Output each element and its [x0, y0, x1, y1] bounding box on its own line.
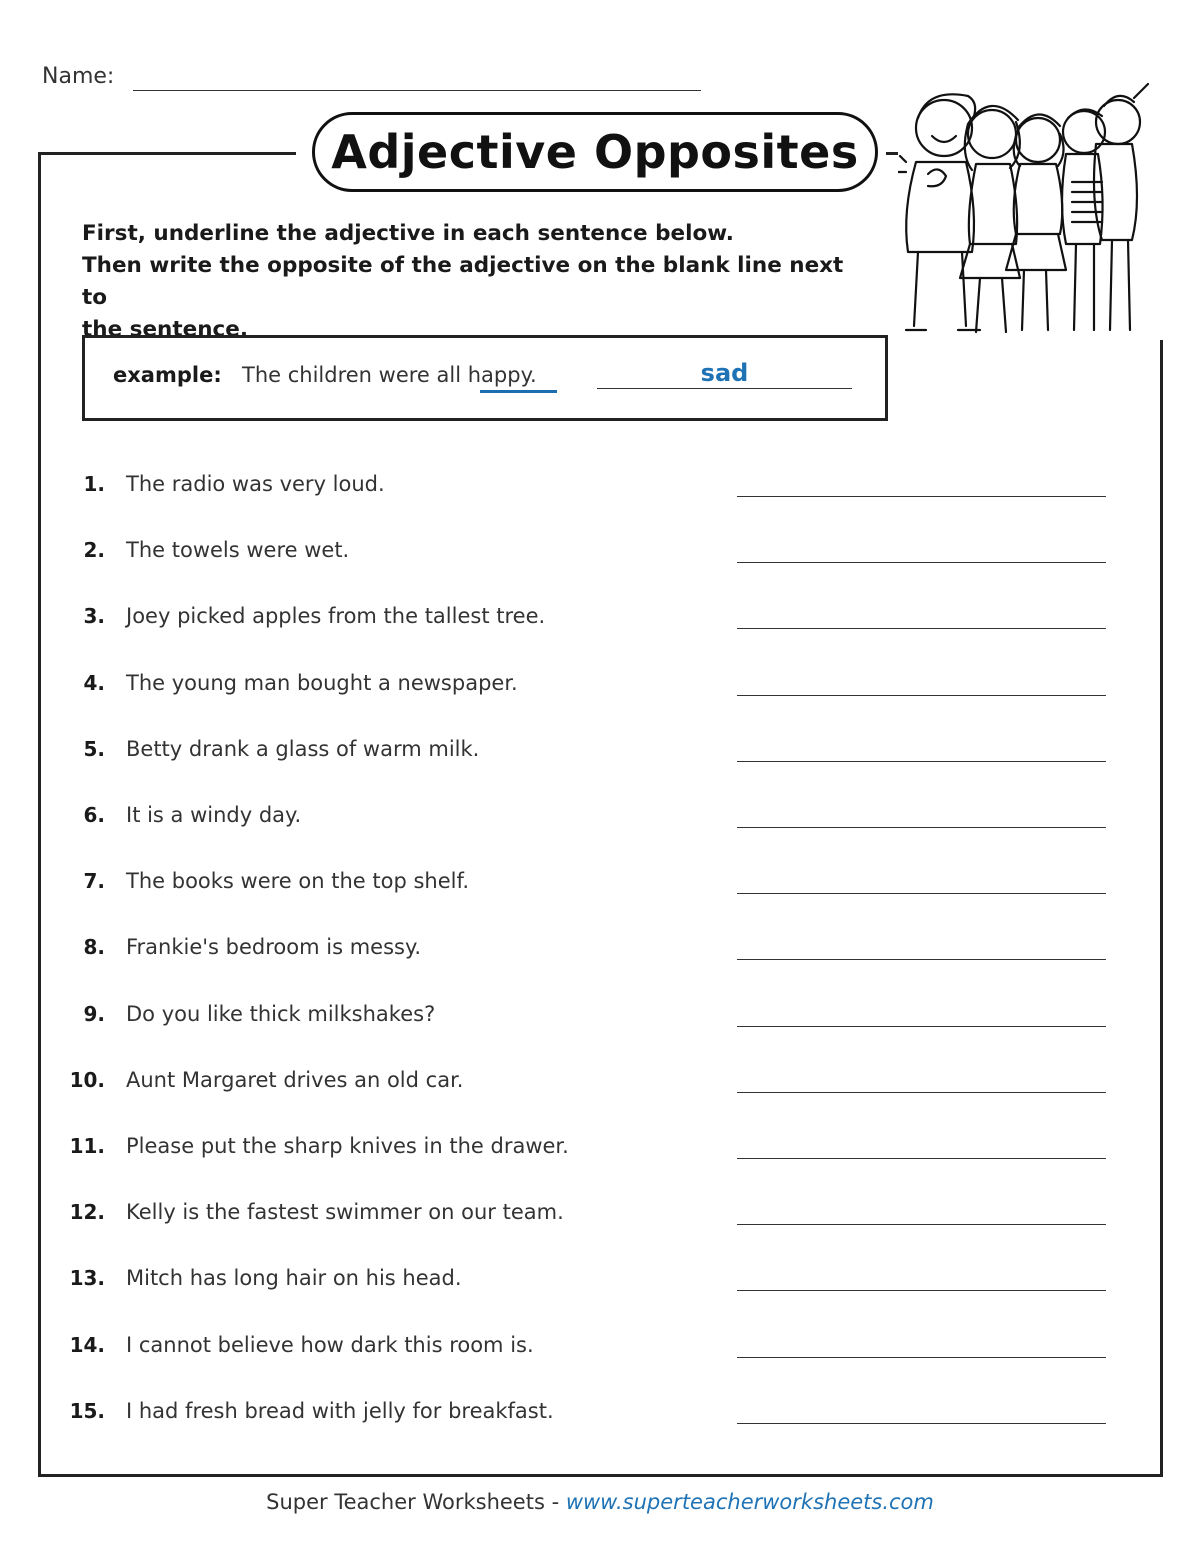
- question-number: 15.: [69, 1398, 105, 1423]
- instruction-line-2: Then write the opposite of the adjective on the blank line next to: [82, 253, 844, 310]
- answer-blank[interactable]: [737, 496, 1106, 497]
- question-sentence: It is a windy day.: [126, 803, 302, 827]
- answer-blank[interactable]: [737, 1026, 1106, 1027]
- answer-blank[interactable]: [737, 1423, 1106, 1424]
- question-number: 1.: [83, 472, 105, 496]
- answer-blank[interactable]: [737, 562, 1106, 563]
- example-adjective: happy: [467, 363, 531, 387]
- question-sentence: Aunt Margaret drives an old car.: [126, 1067, 464, 1092]
- question-number: 8.: [83, 935, 105, 960]
- question-row: [0, 671, 1200, 711]
- instruction-line-1: First, underline the adjective in each sentence below.: [82, 221, 734, 246]
- page-title-text: Adjective Opposites: [331, 125, 859, 179]
- question-number: 7.: [83, 869, 105, 894]
- footer-url[interactable]: www.superteacherworksheets.com: [565, 1490, 934, 1514]
- question-row: [0, 1399, 1200, 1439]
- answer-blank[interactable]: [737, 1158, 1106, 1159]
- question-row: [0, 538, 1200, 578]
- question-sentence: The towels were wet.: [126, 538, 350, 563]
- name-label: Name:: [42, 64, 115, 89]
- question-row: [0, 604, 1200, 644]
- question-sentence: Frankie's bedroom is messy.: [126, 935, 422, 960]
- answer-blank[interactable]: [737, 1092, 1106, 1093]
- answer-blank[interactable]: [737, 893, 1106, 894]
- question-number: 12.: [69, 1200, 105, 1225]
- children-group-icon: [898, 78, 1168, 340]
- question-sentence: I cannot believe how dark this room is.: [126, 1332, 534, 1357]
- question-number: 11.: [69, 1134, 105, 1158]
- footer: [0, 1490, 1200, 1514]
- question-sentence: Betty drank a glass of warm milk.: [126, 736, 480, 761]
- question-number: 10.: [69, 1067, 105, 1092]
- question-number: 4.: [83, 670, 105, 695]
- footer-site-name: Super Teacher Worksheets -: [266, 1490, 566, 1514]
- question-row: [0, 472, 1200, 512]
- question-sentence: I had fresh bread with jelly for breakfast.: [126, 1398, 554, 1423]
- question-row: [0, 1333, 1200, 1373]
- example-sentence: [242, 363, 537, 387]
- answer-blank[interactable]: [737, 827, 1106, 828]
- question-sentence: Kelly is the fastest swimmer on our team.: [126, 1200, 564, 1225]
- name-field[interactable]: [133, 90, 701, 91]
- answer-blank[interactable]: [737, 959, 1106, 960]
- answer-blank[interactable]: [737, 1224, 1106, 1225]
- question-sentence: Do you like thick milkshakes?: [126, 1001, 436, 1026]
- question-sentence: Please put the sharp knives in the drawer.: [126, 1134, 569, 1158]
- instruction-line-3: the sentence.: [82, 317, 248, 342]
- example-answer: sad: [700, 359, 749, 387]
- question-sentence: The young man bought a newspaper.: [126, 670, 518, 695]
- question-number: 13.: [69, 1266, 105, 1291]
- example-adjective-underline: [480, 390, 557, 393]
- question-row: [0, 1200, 1200, 1240]
- answer-blank[interactable]: [737, 761, 1106, 762]
- question-number: 5.: [83, 736, 105, 761]
- answer-blank[interactable]: [737, 695, 1106, 696]
- question-sentence: Mitch has long hair on his head.: [126, 1266, 462, 1291]
- question-number: 6.: [83, 803, 105, 827]
- question-number: 9.: [83, 1001, 105, 1026]
- question-number: 14.: [69, 1332, 105, 1357]
- question-number: 2.: [83, 538, 105, 563]
- page-title: [312, 112, 878, 192]
- question-sentence: Joey picked apples from the tallest tree.: [126, 604, 546, 629]
- question-row: [0, 935, 1200, 975]
- question-row: [0, 737, 1200, 777]
- question-row: [0, 869, 1200, 909]
- question-sentence: The books were on the top shelf.: [126, 869, 470, 894]
- question-row: [0, 1068, 1200, 1108]
- answer-blank[interactable]: [737, 628, 1106, 629]
- answer-blank[interactable]: [737, 1357, 1106, 1358]
- example-answer-line: [597, 388, 852, 389]
- example-sentence-end: .: [530, 363, 537, 387]
- instructions: [82, 218, 862, 346]
- example-label: example:: [113, 363, 222, 387]
- question-row: [0, 803, 1200, 843]
- question-row: [0, 1266, 1200, 1306]
- question-row: [0, 1134, 1200, 1174]
- answer-blank[interactable]: [737, 1290, 1106, 1291]
- question-number: 3.: [83, 604, 105, 629]
- example-sentence-start: The children were all: [242, 363, 468, 387]
- question-row: [0, 1002, 1200, 1042]
- question-sentence: The radio was very loud.: [126, 472, 385, 496]
